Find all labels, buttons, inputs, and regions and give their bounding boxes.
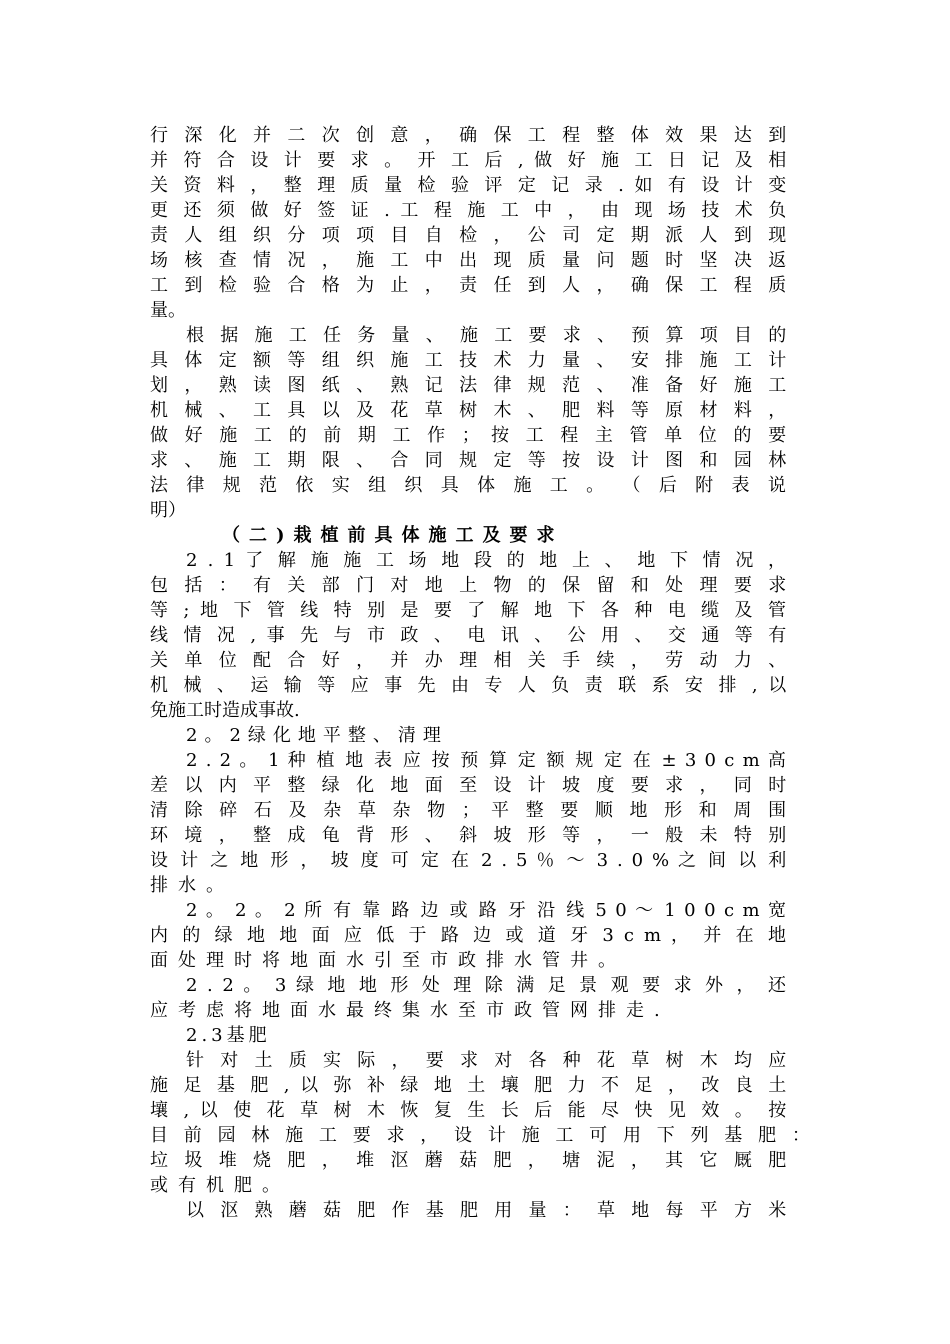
text-line: 更 还 须 做 好 签 证 . 工 程 施 工 中 ， 由 现 场 技 术 负 xyxy=(150,200,787,221)
text-line: 壤 , 以 使 花 草 树 木 恢 复 生 长 后 能 尽 快 见 效 。 按 xyxy=(150,1100,787,1121)
text-line: 机 械 、 工 具 以 及 花 草 树 木 、 肥 料 等 原 材 料 ， xyxy=(150,400,787,421)
text-line: 场 核 查 情 况 ， 施 工 中 出 现 质 量 问 题 时 坚 决 返 xyxy=(150,250,787,271)
text-line: 2 . 2 。 3 绿 地 地 形 处 理 除 满 足 景 观 要 求 外 ， 还 xyxy=(186,975,786,996)
text-line: 2 . 1 了 解 施 施 工 场 地 段 的 地 上 、 地 下 情 况 ， xyxy=(186,550,786,571)
section-heading: （二)栽植前具体施工及要求 xyxy=(222,525,564,546)
text-line: 应考虑将地面水最终集水至市政管网排走. xyxy=(150,1000,670,1021)
text-line: 做 好 施 工 的 前 期 工 作 ； 按 工 程 主 管 单 位 的 要 xyxy=(150,425,787,446)
text-line: 面处理时将地面水引至市政排水管井。 xyxy=(150,950,626,971)
text-line: 求 、 施 工 期 限 、 合 同 规 定 等 按 设 计 图 和 园 林 xyxy=(150,450,787,471)
text-line: 内 的 绿 地 地 面 应 低 于 路 边 或 道 牙 3 c m ， 并 在 地 xyxy=(150,925,786,946)
text-line: 等 ; 地 下 管 线 特 别 是 要 了 解 地 下 各 种 电 缆 及 管 xyxy=(150,600,786,621)
text-line: 根 据 施 工 任 务 量 、 施 工 要 求 、 预 算 项 目 的 xyxy=(186,325,787,346)
subsection-title: 2.3基肥 xyxy=(186,1025,271,1046)
text-line: 垃 圾 堆 烧 肥 ， 堆 沤 蘑 菇 肥 ， 塘 泥 ， 其 它 厩 肥 xyxy=(150,1150,787,1171)
text-line: 关 单 位 配 合 好 ， 并 办 理 相 关 手 续 ， 劳 动 力 、 xyxy=(150,650,787,671)
text-line: 具 体 定 额 等 组 织 施 工 技 术 力 量 、 安 排 施 工 计 xyxy=(150,350,787,371)
text-line: 清 除 碎 石 及 杂 草 杂 物 ； 平 整 要 顺 地 形 和 周 围 xyxy=(150,800,787,821)
text-line: 2 . 2 。 1 种 植 地 表 应 按 预 算 定 额 规 定 在 ± 3 0 c m 高 xyxy=(186,750,786,771)
text-line: 针 对 土 质 实 际 ， 要 求 对 各 种 花 草 树 木 均 应 xyxy=(186,1050,787,1071)
text-line: 2 。 2 。 2 所 有 靠 路 边 或 路 牙 沿 线 5 0 ～ 1 0 0 c m 宽 xyxy=(186,900,786,921)
text-line: 设 计 之 地 形 ， 坡 度 可 定 在 2 . 5 ％ ～ 3 . 0 % 之 间 以 利 xyxy=(150,850,787,871)
text-line: 免施工时造成事故. xyxy=(150,700,300,721)
text-line: 环 境 ， 整 成 龟 背 形 、 斜 坡 形 等 ， 一 般 未 特 别 xyxy=(150,825,787,846)
text-line: 划 ， 熟 读 图 纸 、 熟 记 法 律 规 范 、 准 备 好 施 工 xyxy=(150,375,787,396)
text-line: 目 前 园 林 施 工 要 求 ， 设 计 施 工 可 用 下 列 基 肥 ： xyxy=(150,1125,810,1146)
text-line: 工 到 检 验 合 格 为 止 ， 责 任 到 人 ， 确 保 工 程 质 xyxy=(150,275,787,296)
text-line: 责 人 组 织 分 项 项 目 自 检 ， 公 司 定 期 派 人 到 现 xyxy=(150,225,787,246)
text-line: 量。 xyxy=(150,300,186,321)
text-line: 明） xyxy=(150,500,186,521)
text-line: 以 沤 熟 蘑 菇 肥 作 基 肥 用 量 ： 草 地 每 平 方 米 xyxy=(186,1200,787,1221)
text-line: 或有机肥。 xyxy=(150,1175,290,1196)
text-line: 并 符 合 设 计 要 求 。 开 工 后 , 做 好 施 工 日 记 及 相 xyxy=(150,150,787,171)
text-line: 法 律 规 范 依 实 组 织 具 体 施 工 。 （ 后 附 表 说 xyxy=(150,475,786,496)
text-line: 包 括 ： 有 关 部 门 对 地 上 物 的 保 留 和 处 理 要 求 xyxy=(150,575,787,596)
text-line: 线 情 况 , 事 先 与 市 政 、 电 讯 、 公 用 、 交 通 等 有 xyxy=(150,625,787,646)
subsection-title: 2。2绿化地平整、清理 xyxy=(186,725,448,746)
text-line: 行 深 化 并 二 次 创 意 ， 确 保 工 程 整 体 效 果 达 到 xyxy=(150,125,787,146)
text-line: 关 资 料 ， 整 理 质 量 检 验 评 定 记 录 . 如 有 设 计 变 xyxy=(150,175,787,196)
text-line: 排水。 xyxy=(150,875,234,896)
text-line: 机 械 、 运 输 等 应 事 先 由 专 人 负 责 联 系 安 排 , 以 xyxy=(150,675,787,696)
text-line: 差 以 内 平 整 绿 化 地 面 至 设 计 坡 度 要 求 ， 同 时 xyxy=(150,775,787,796)
text-line: 施 足 基 肥 , 以 弥 补 绿 地 土 壤 肥 力 不 足 ， 改 良 土 xyxy=(150,1075,787,1096)
